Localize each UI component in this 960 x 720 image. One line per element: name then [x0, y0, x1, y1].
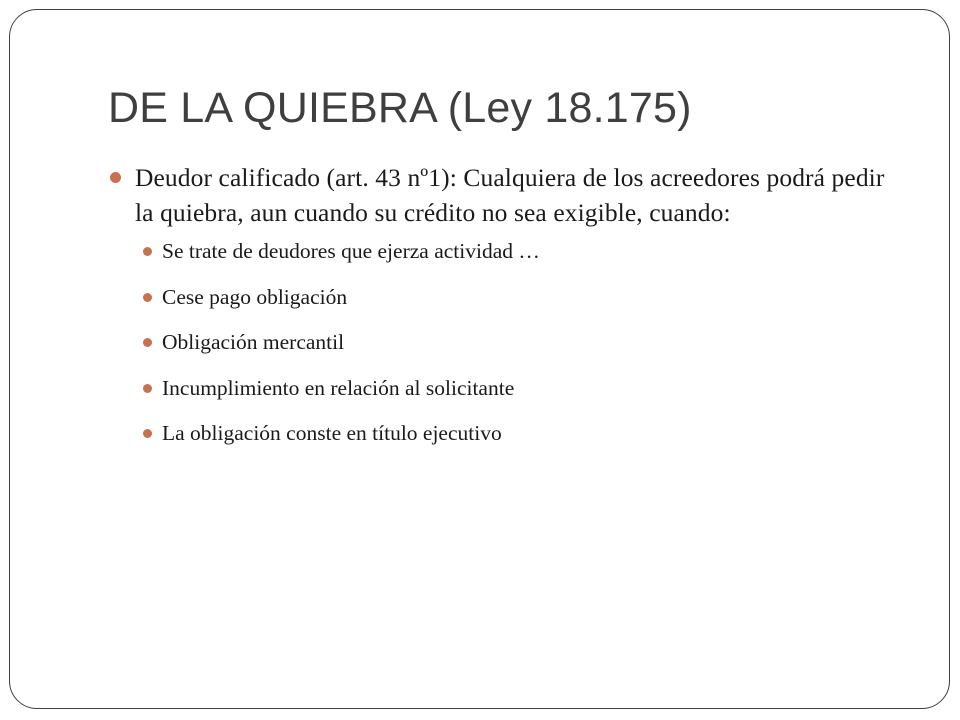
- sub-bullet-item: [108, 328, 908, 357]
- main-bullet-text: Deudor calificado (art. 43 nº1): Cualquiera de los acreedores podrá pedir la quiebra, aun cuando su crédito no sea exigible, cuando:: [135, 163, 885, 227]
- sub-bullet-text: Incumplimiento en relación al solicitante: [162, 375, 515, 400]
- sub-bullet-text: Se trate de deudores que ejerza actividad …: [162, 239, 540, 263]
- sub-bullet-item: [108, 374, 908, 403]
- sub-bullet-item: [108, 237, 908, 266]
- bullet-dot-icon: [143, 384, 152, 393]
- bullet-dot-icon: [143, 338, 152, 347]
- bullet-dot-icon: [143, 429, 152, 438]
- main-bullet-item: [108, 160, 908, 230]
- sub-bullet-item: [108, 419, 908, 448]
- slide-content: [108, 160, 908, 465]
- sub-bullet-text: La obligación conste en título ejecutivo: [162, 421, 502, 445]
- sub-bullet-text: Cese pago obligación: [162, 284, 348, 309]
- sub-bullet-list: [108, 237, 908, 448]
- bullet-dot-icon: [143, 293, 152, 302]
- sub-bullet-item: [108, 283, 908, 312]
- bullet-dot-icon: [110, 172, 121, 183]
- bullet-dot-icon: [143, 247, 152, 256]
- slide-title: DE LA QUIEBRA (Ley 18.175): [108, 84, 692, 132]
- sub-bullet-text: Obligación mercantil: [162, 330, 345, 354]
